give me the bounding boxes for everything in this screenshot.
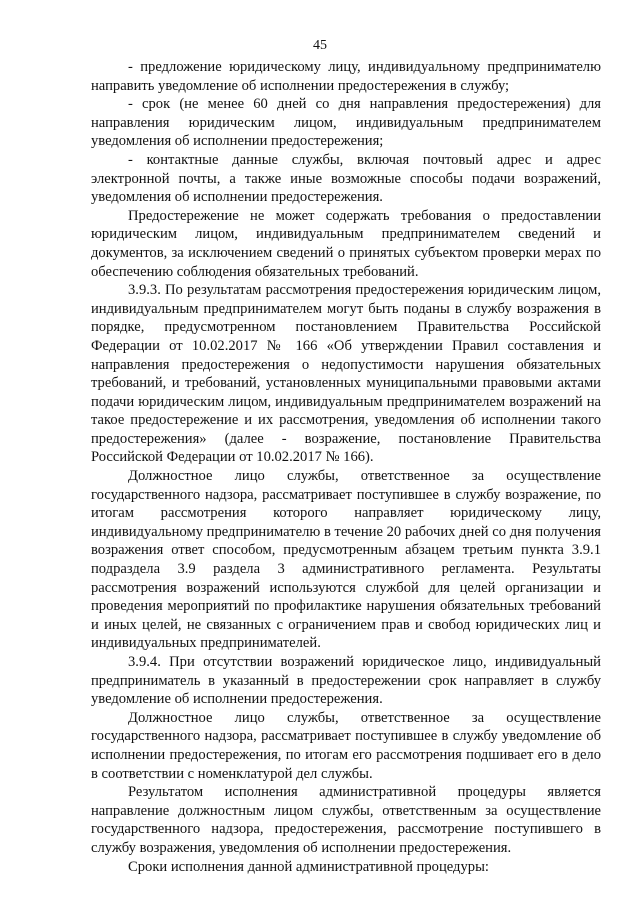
paragraph-notification-review: Должностное лицо службы, ответственное за осуществление государственного надзора, рассматривает поступившее в службу уведомление об исполнении предостережения, по итогам его рассмотрения подшивает его в дело в соответствии с номенклатурой дел службы. — [91, 709, 601, 782]
paragraph-official-review: Должностное лицо службы, ответственное за осуществление государственного надзора, рассматривает поступившее в службу возражение, по итогам рассмотрения которого направляет юридическому лицу, индивидуальному предпринимателю в течение 20 рабочих дней со дня получения возражения ответ способом, предусмотренным абзацем третьим пункта 3.9.1 подраздела 3.9 раздела 3 административного регламента. Результаты рассмотрения возражений используются службой для целей организации и проведения мероприятий по профилактике нарушения обязательных требований и иных целей, не связанных с ограничением прав и свобод юридических лиц и индивидуальных предпринимателей. — [91, 468, 601, 652]
paragraph-contacts: - контактные данные службы, включая почтовый адрес и адрес электронной почты, а также иные возможные способы подачи возражений, уведомления об исполнении предостережения. — [91, 151, 601, 206]
page-number: 45 — [313, 38, 327, 53]
paragraph-deadline: - срок (не менее 60 дней со дня направления предостережения) для направления юридическим лицом, индивидуальным предпринимателем уведомления об исполнении предостережения; — [91, 96, 601, 150]
paragraph-proposal: - предложение юридическому лицу, индивидуальному предпринимателю направить уведомление об исполнении предостережения в службу; — [91, 59, 601, 94]
paragraph-3-9-3: 3.9.3. По результатам рассмотрения предостережения юридическим лицом, индивидуальным предпринимателем могут быть поданы в службу возражения в порядке, предусмотренном постановлением Правительства Российской Федерации от 10.02.2017 № 166 «Об утверждении Правил составления и направления предостережения о недопустимости нарушения обязательных требований, и требований, установленных муниципальными правовыми актами подачи юридическим лицом, индивидуальным предпринимателем возражений на такое предостережение и их рассмотрения, уведомления об исполнении такого предостережения» (далее - возражение, постановление Правительства Российской Федерации от 10.02.2017 № 166). — [91, 282, 601, 466]
paragraph-deadlines-heading: Сроки исполнения данной административной процедуры: — [128, 858, 489, 875]
document-body — [91, 58, 601, 876]
paragraph-result: Результатом исполнения административной процедуры является направление должностным лицом службы, ответственным за осуществление государственного надзора, предостережения, рассмотрение поступившего в службу возражения, уведомления об исполнении предостережения. — [91, 784, 601, 856]
paragraph-3-9-4: 3.9.4. При отсутствии возражений юридическое лицо, индивидуальный предприниматель в указанный в предостережении срок направляет в службу уведомление об исполнении предостережения. — [91, 654, 601, 708]
paragraph-restriction: Предостережение не может содержать требования о предоставлении юридическим лицом, индивидуальным предпринимателем сведений и документов, за исключением сведений о принятых субъектом проверки мерах по обеспечению соблюдения обязательных требований. — [91, 207, 601, 280]
